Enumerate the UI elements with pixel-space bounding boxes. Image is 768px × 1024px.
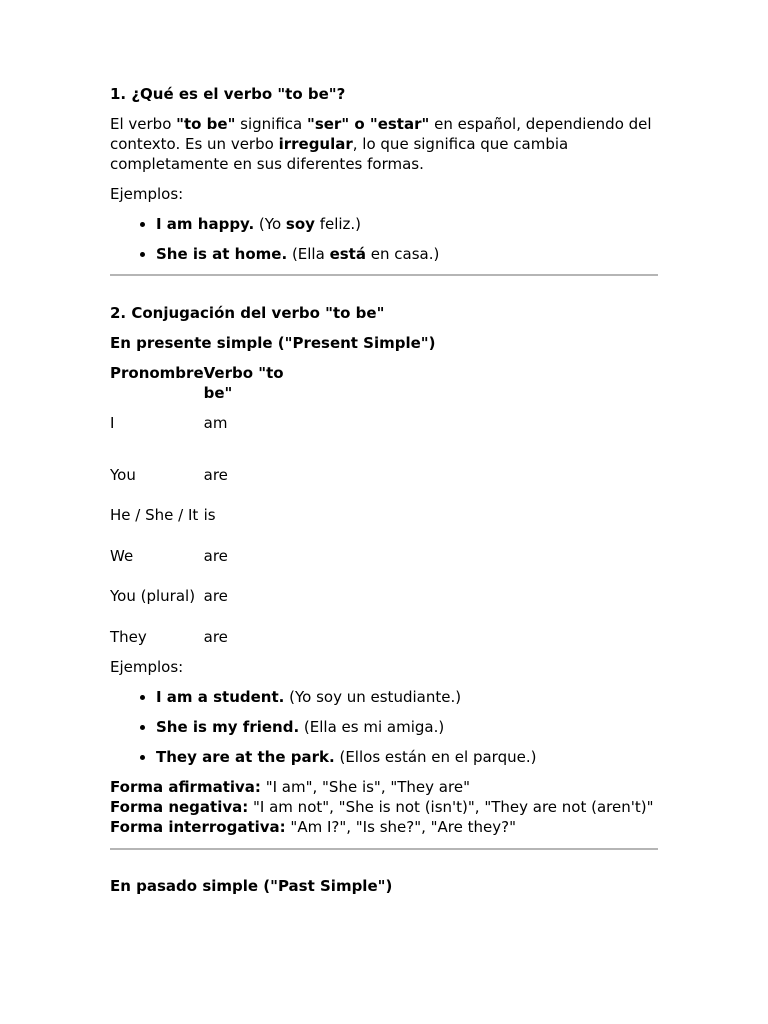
intro-text-1: El verbo: [110, 115, 177, 133]
section-2-examples-list: [110, 687, 658, 767]
table-row: [110, 576, 289, 616]
example-es-post: feliz.): [314, 215, 362, 233]
table-cell-pronoun: They: [110, 627, 147, 646]
table-row: [110, 616, 289, 657]
intro-text-3: en español, dependiendo del contexto. Es un verbo: [110, 115, 652, 153]
divider: [110, 274, 658, 276]
example-en: I am a student.: [156, 688, 285, 706]
example-en: She is at home.: [156, 245, 288, 263]
form-text-affirmative: "I am", "She is", "They are": [260, 778, 470, 796]
section-2-examples-label: Ejemplos:: [110, 658, 184, 676]
table-row: [110, 454, 289, 495]
section-1-examples-label: Ejemplos:: [110, 185, 184, 203]
forms-block: [110, 777, 658, 837]
example-es-bold: soy: [285, 215, 315, 233]
example-es-bold: está: [329, 245, 366, 263]
table-cell-verb: are: [203, 627, 228, 646]
table-cell-verb: are: [203, 465, 228, 484]
intro-text-4: , lo que significa que cambia completamente en sus diferentes formas.: [110, 135, 569, 173]
form-label-negative: Forma negativa:: [110, 798, 249, 816]
list-item: [156, 747, 658, 767]
section-1-examples-list: [110, 214, 658, 264]
example-en: I am happy.: [156, 215, 255, 233]
table-cell-pronoun: You (plural): [110, 587, 196, 605]
document-page: [110, 84, 658, 896]
table-row: [110, 535, 289, 576]
intro-text-2: significa: [235, 115, 308, 133]
example-en: They are at the park.: [156, 748, 335, 766]
form-label-interrogative: Forma interrogativa:: [110, 818, 286, 836]
section-1-intro: [110, 114, 658, 174]
table-row: [110, 495, 289, 535]
table-cell-verb: is: [203, 506, 216, 524]
example-es-pre: (Yo: [254, 215, 286, 233]
intro-bold-to-be: "to be": [176, 115, 236, 133]
example-es: (Ellos están en el parque.): [334, 748, 537, 766]
conjugation-table: [110, 363, 289, 657]
form-text-interrogative: "Am I?", "Is she?", "Are they?": [285, 818, 516, 836]
table-cell-verb: are: [203, 546, 228, 565]
table-cell-pronoun: We: [110, 546, 134, 565]
example-es: (Yo soy un estudiante.): [284, 688, 462, 706]
table-cell-pronoun: He / She / It: [110, 506, 199, 524]
form-text-negative: "I am not", "She is not (isn't)", "They are not (aren't)": [248, 798, 654, 816]
divider: [110, 848, 658, 850]
list-item: [156, 717, 658, 737]
list-item: [156, 244, 658, 264]
table-cell-pronoun: I: [110, 414, 115, 432]
list-item: [156, 687, 658, 707]
intro-bold-irregular: irregular: [278, 135, 353, 153]
section-2-subtitle: En presente simple ("Present Simple"): [110, 334, 436, 352]
table-cell-pronoun: You: [110, 465, 136, 484]
example-es-pre: (Ella: [287, 245, 330, 263]
section-3-subtitle: En pasado simple ("Past Simple"): [110, 877, 393, 895]
example-en: She is my friend.: [156, 718, 300, 736]
table-cell-verb: am: [203, 414, 228, 432]
example-es: (Ella es mi amiga.): [299, 718, 445, 736]
table-row: [110, 403, 289, 454]
example-es-post: en casa.): [365, 245, 440, 263]
section-1-title: 1. ¿Qué es el verbo "to be"?: [110, 85, 346, 103]
intro-bold-ser-estar: "ser" o "estar": [307, 115, 430, 133]
form-label-affirmative: Forma afirmativa:: [110, 778, 261, 796]
table-header-pronoun: Pronombre: [110, 364, 204, 382]
list-item: [156, 214, 658, 234]
table-header-verb: Verbo "to be": [203, 364, 284, 402]
table-cell-verb: are: [203, 587, 228, 605]
section-2-title: 2. Conjugación del verbo "to be": [110, 304, 385, 322]
